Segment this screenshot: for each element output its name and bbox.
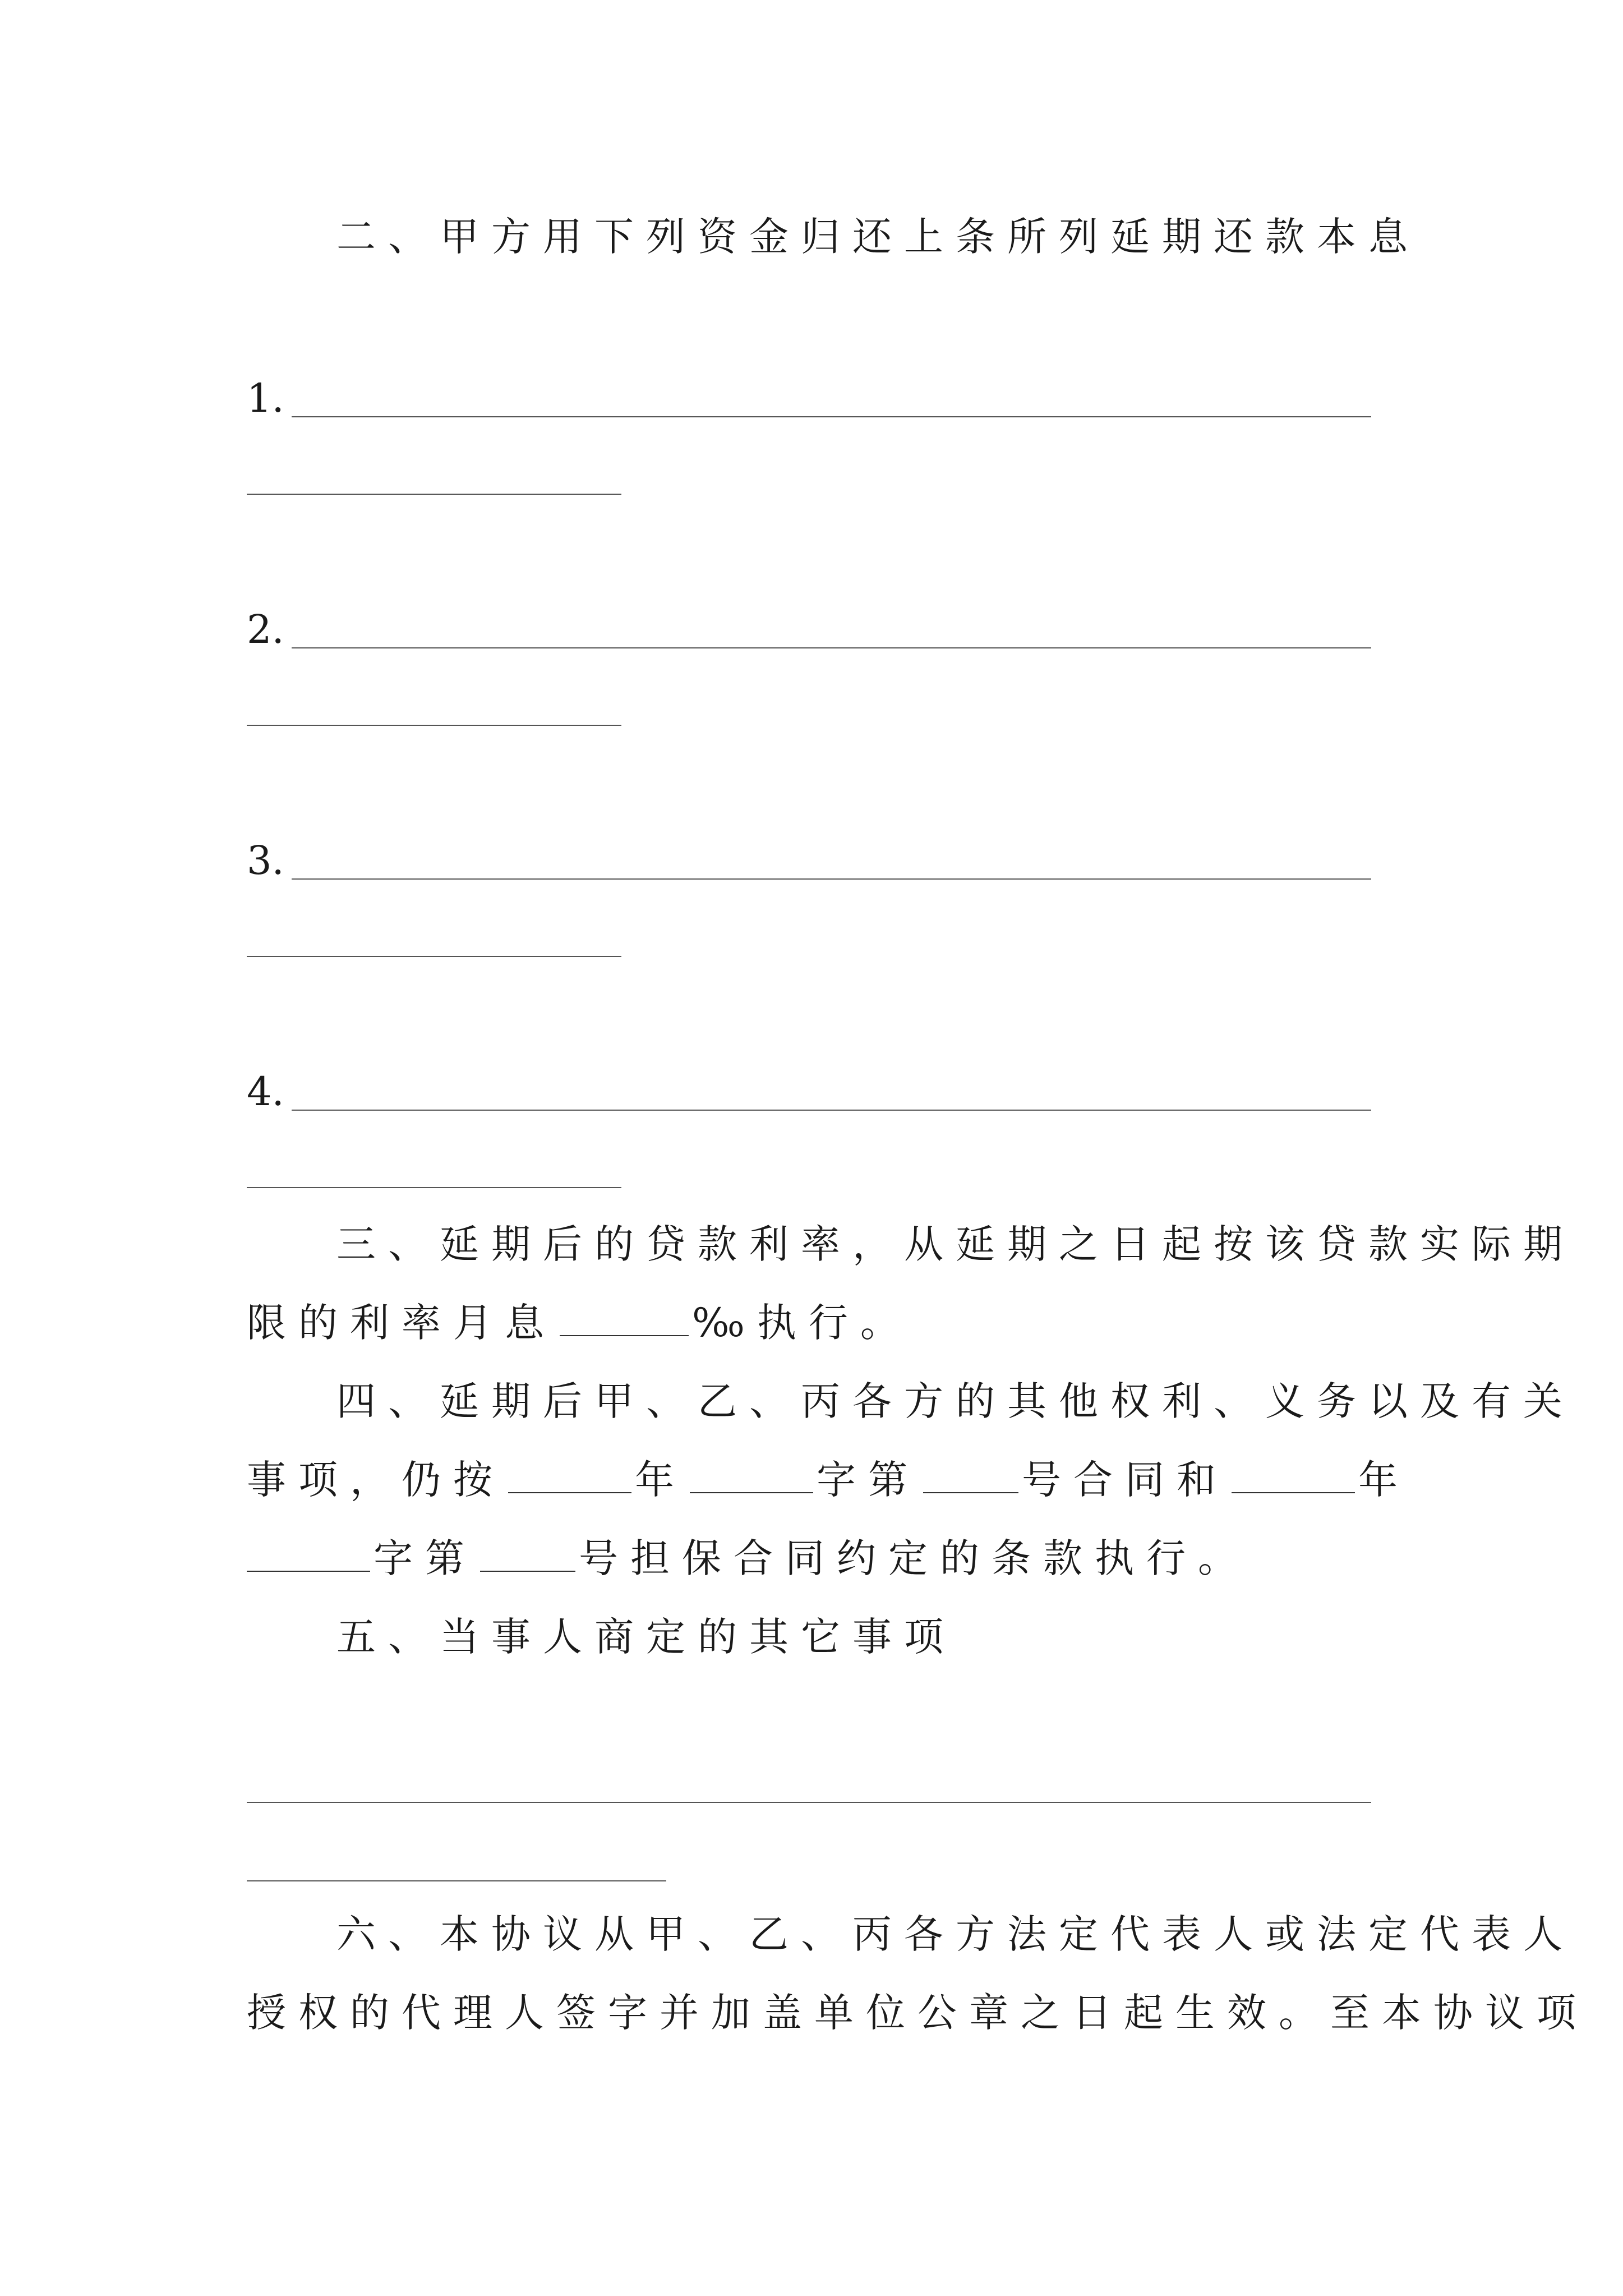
- item-4-blank-continuation[interactable]: [247, 1187, 621, 1188]
- section-3-rate-suffix: ‰执行。: [692, 1300, 912, 1346]
- item-2-blank-continuation[interactable]: [247, 725, 621, 726]
- interest-rate-blank[interactable]: [560, 1299, 689, 1336]
- item-4-number: 4.: [247, 1069, 284, 1115]
- contract-year-blank[interactable]: [508, 1456, 631, 1493]
- section-4-text-f: 字第: [374, 1535, 477, 1581]
- section-5-heading: 五、当事人商定的其它事项: [336, 1614, 956, 1660]
- item-3-blank-line[interactable]: [292, 878, 1371, 880]
- item-1-blank-continuation[interactable]: [247, 494, 621, 495]
- section-4-line-2: [247, 1452, 1410, 1508]
- guarantee-prefix-blank[interactable]: [247, 1535, 370, 1572]
- section-3-rate-label: 限的利率月息: [247, 1300, 556, 1346]
- item-2-number: 2.: [247, 606, 284, 652]
- item-2-blank-line[interactable]: [292, 647, 1371, 648]
- item-3-number: 3.: [247, 838, 284, 884]
- other-matters-blank-continuation[interactable]: [247, 1880, 666, 1881]
- section-4-text-b: 年: [635, 1457, 686, 1503]
- section-4-text-g: 号担保合同约定的条款执行。: [579, 1535, 1249, 1581]
- guarantee-year-blank[interactable]: [1232, 1456, 1355, 1493]
- contract-prefix-blank[interactable]: [690, 1456, 813, 1493]
- section-6-line-1: 六、本协议从甲、乙、丙各方法定代表人或法定代表人: [336, 1911, 1575, 1957]
- item-3-blank-continuation[interactable]: [247, 956, 621, 957]
- other-matters-blank-line[interactable]: [247, 1802, 1371, 1803]
- contract-number-blank[interactable]: [923, 1456, 1018, 1493]
- item-1-blank-line[interactable]: [292, 416, 1371, 417]
- section-3-line-1: 三、延期后的贷款利率，从延期之日起按该贷款实际期: [336, 1221, 1575, 1267]
- section-4-text-c: 字第: [817, 1457, 920, 1503]
- section-6-line-2: 授权的代理人签字并加盖单位公章之日起生效。至本协议项: [247, 1990, 1588, 2036]
- item-1-number: 1.: [247, 375, 284, 421]
- item-4-blank-line[interactable]: [292, 1110, 1371, 1111]
- section-4-line-3: [247, 1530, 1249, 1586]
- section-4-text-a: 事项，仍按: [247, 1457, 505, 1503]
- guarantee-number-blank[interactable]: [480, 1535, 575, 1572]
- section-4-line-1: 四、延期后甲、乙、丙各方的其他权利、义务以及有关: [336, 1378, 1575, 1424]
- section-4-text-e: 年: [1358, 1457, 1410, 1503]
- section-2-heading: 二、甲方用下列资金归还上条所列延期还款本息: [336, 214, 1420, 260]
- section-4-text-d: 号合同和: [1022, 1457, 1228, 1503]
- section-3-line-2: [247, 1295, 912, 1351]
